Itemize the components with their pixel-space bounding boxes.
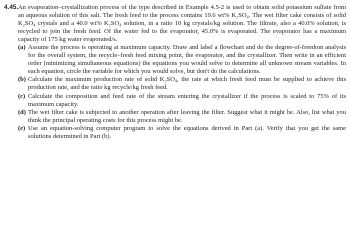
part-b-text: Calculate the maximum production rate of solid K₂SO₄, the rate at which fresh feed must be supplied to achieve this production rate, and the ratio kg recycle/kg fresh feed. [28, 76, 346, 92]
part-d-label: (d) [18, 108, 26, 116]
part-c-text: Calculate the composition and feed rate of the stream entering the crystallizer if the process is scaled to 75% of its maximum capacity. [28, 92, 346, 108]
part-b [18, 76, 346, 92]
part-c [18, 93, 346, 109]
problem-statement: An evaporation–crystallization process of the type described in Example 4.5-2 is used to obtain solid potassium sulfate from an aqueous solution of this salt. The fresh feed to the process contains 19.6 wt% K₂SO₄. The wet filter cake consists of solid K₂SO₄ crystals and a 40.0 wt% K₂SO₄ solution, in a ratio 10 kg crystals/kg solution. The filtrate, also a 40.0% solution, is recycled to join the fresh feed. Of the water fed to the evaporator, 45.0% is evaporated. The evaporator has a maximum capacity of 175 kg water evaporated/s. [18, 4, 346, 44]
problem-parts [18, 44, 346, 141]
part-a-label: (a) [18, 44, 26, 52]
part-a [18, 44, 346, 76]
part-e [18, 125, 346, 141]
problem-4-45 [4, 4, 346, 141]
part-d-text: The wet filter cake is subjected to another operation after leaving the filter. Suggest what it might be. Also, list what you think the principal operating costs for this process might be. [28, 108, 346, 124]
part-b-label: (b) [18, 76, 26, 84]
part-e-text: Use an equation-solving computer program to solve the equations derived in Part (a). Verify that you get the same solutions determined in Part (b). [28, 124, 346, 140]
problem-page [4, 4, 346, 141]
part-a-text: Assume the process is operating at maximum capacity. Draw and label a flowchart and do the degree-of-freedom analysis for the overall system, the recycle–fresh feed mixing point, the evaporator, and the crystallizer. Then write in an efficient order (minimizing simultaneous equations) the equations you would solve to determine all unknown stream variables. In each equation, circle the variable for which you would solve, but don't do the calculations. [28, 44, 346, 76]
part-d [18, 109, 346, 125]
problem-number: 4.45. [4, 4, 19, 11]
part-e-label: (e) [18, 124, 26, 132]
part-c-label: (c) [18, 92, 26, 100]
